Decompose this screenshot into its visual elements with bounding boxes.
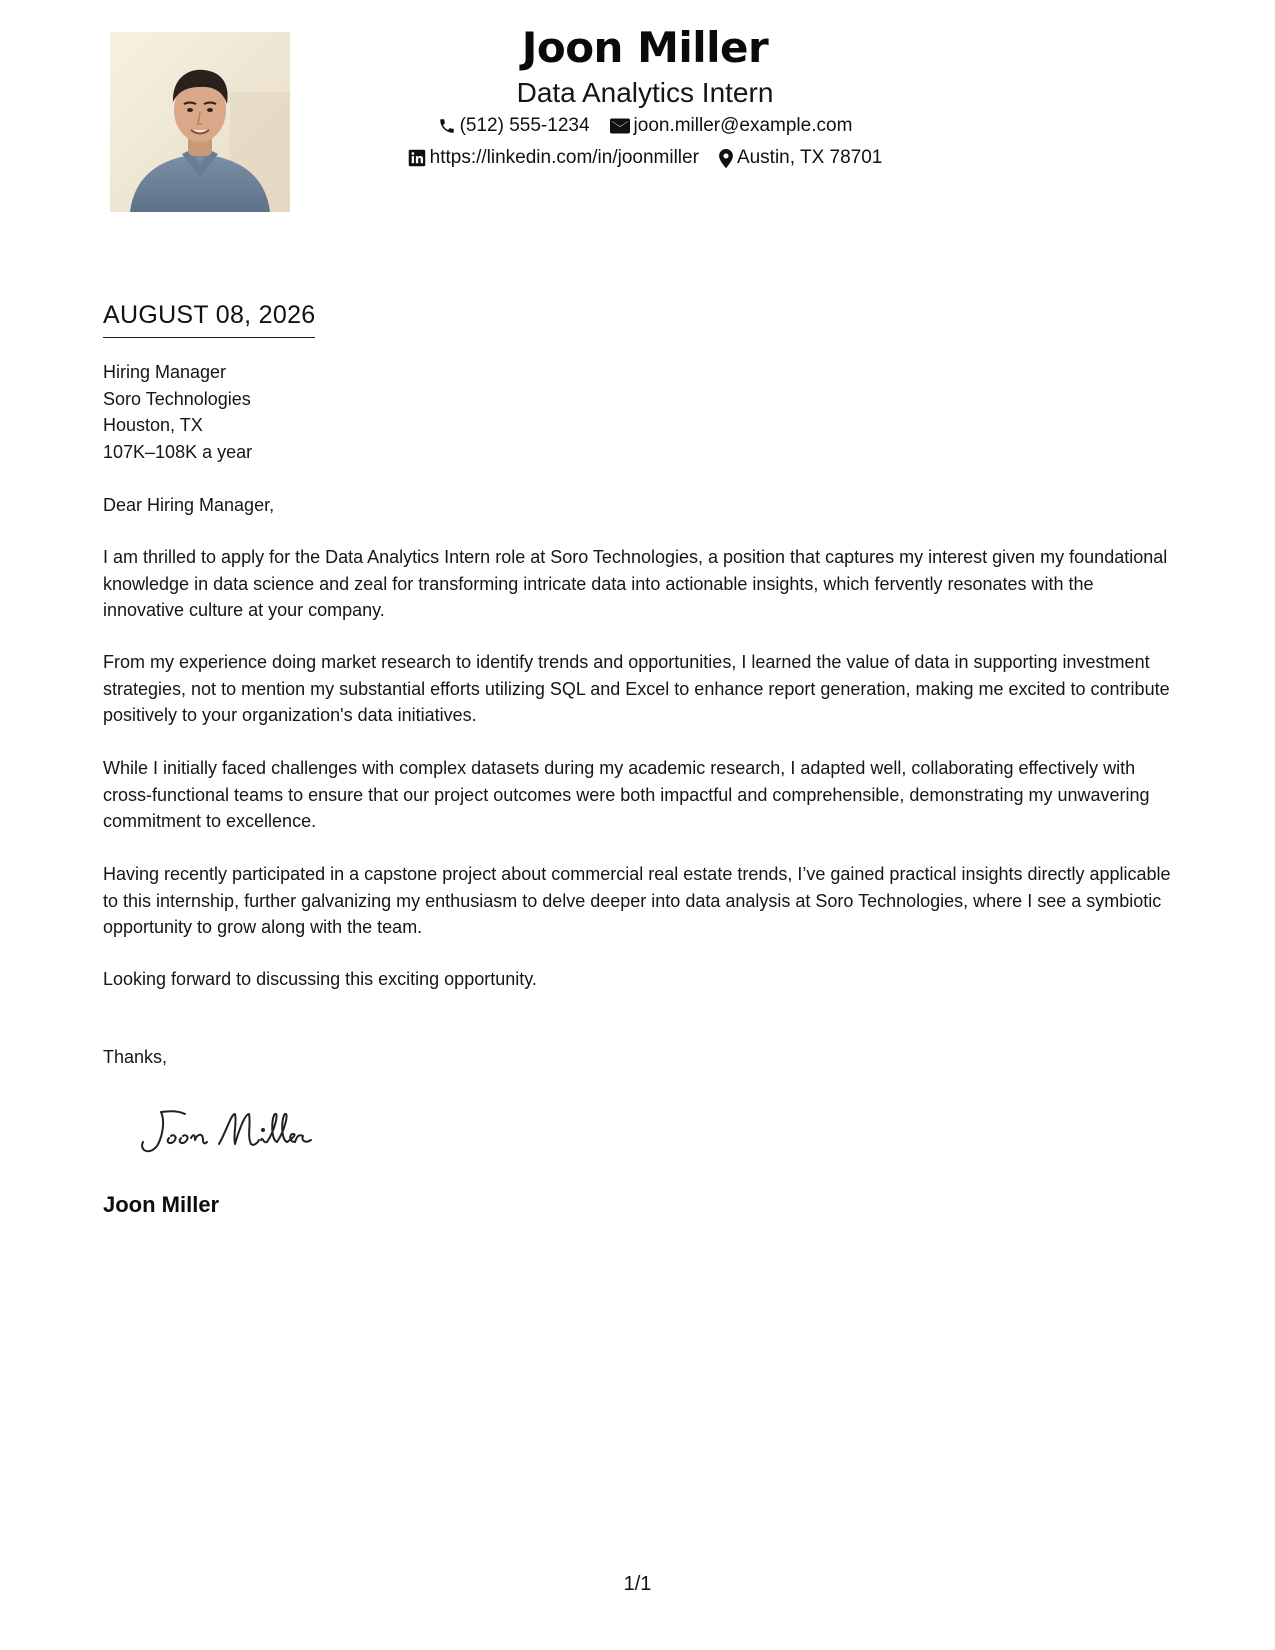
map-pin-icon [719, 149, 733, 168]
recipient-salary: 107K–108K a year [103, 441, 253, 462]
contact-location [719, 142, 882, 174]
letter-date: AUGUST 08, 2026 [103, 298, 315, 338]
letter-header [300, 20, 990, 174]
handwritten-signature [135, 1100, 335, 1160]
location-text: Austin, TX 78701 [736, 147, 883, 168]
closing: Thanks, [103, 1047, 168, 1067]
email-link[interactable]: joon.miller@example.com [633, 115, 853, 136]
body-paragraph-4: Having recently participated in a capstone project about commercial real estate trends, I’ve gained practical insights directly applicable to this internship, further galvanizing my enthusiasm to delve deeper into data analysis at Soro Technologies, where I see a symbiotic opportunity to grow along with the team. [103, 864, 1171, 937]
recipient-line: Hiring Manager [103, 362, 227, 382]
page-number: 1/1 [623, 1573, 652, 1595]
contact-linkedin[interactable] [408, 142, 699, 174]
salutation: Dear Hiring Manager, [103, 495, 275, 515]
body-paragraph-1: I am thrilled to apply for the Data Analytics Intern role at Soro Technologies, a position that captures my interest given my foundational knowledge in data science and zeal for transforming intricate data into actionable insights, which fervently resonates with the innovative culture at your company. [103, 547, 1168, 620]
phone-icon [438, 117, 456, 135]
profile-photo-illustration [110, 32, 290, 212]
linkedin-icon [408, 149, 426, 167]
phone-text: (512) 555-1234 [459, 115, 590, 136]
body-paragraph-5: Looking forward to discussing this exciting opportunity. [103, 969, 537, 989]
recipient-company: Soro Technologies [103, 388, 251, 409]
body-paragraph-3: While I initially faced challenges with complex datasets during my academic research, I adapted well, collaborating effectively with cross-functional teams to ensure that our project outcomes were both impactful and comprehensible, demonstrating my unwavering commitment to excellence. [103, 758, 1150, 831]
contact-row-2 [300, 142, 990, 174]
recipient-block [103, 359, 1178, 465]
envelope-icon [610, 118, 630, 134]
contact-row-1 [300, 110, 990, 142]
profile-photo [110, 32, 290, 212]
body-paragraph-2: From my experience doing market research to identify trends and opportunities, I learned the value of data in supporting investment strategies, not to mention my substantial efforts utilizing SQL and Excel to enhance report generation, making me excited to contribute positively to your organization's data initiatives. [103, 652, 1170, 725]
contact-email[interactable] [610, 110, 853, 142]
applicant-title: Data Analytics Intern [516, 77, 774, 108]
applicant-name: Joon Miller [521, 23, 769, 72]
signed-name: Joon Miller [103, 1192, 220, 1217]
contact-phone [438, 110, 590, 142]
linkedin-link[interactable]: https://linkedin.com/in/joonmiller [429, 147, 699, 168]
recipient-location: Houston, TX [103, 415, 203, 435]
